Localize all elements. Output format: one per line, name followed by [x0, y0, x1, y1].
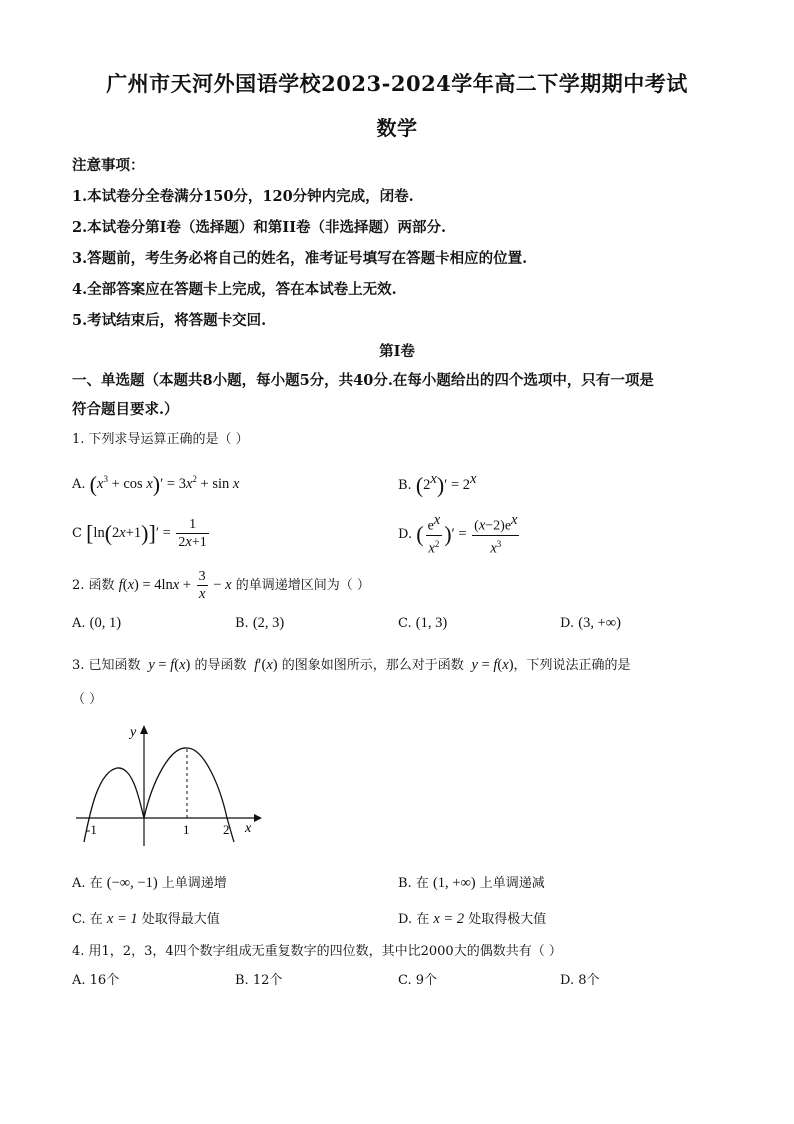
q3-option-b — [398, 872, 545, 895]
q1-option-d — [398, 512, 521, 557]
q3-d-pre: D. 在 — [398, 912, 430, 927]
q3-option-c — [72, 908, 220, 931]
part-line-1: 一、单选题（本题共8小题，每小题5分，共40分.在每小题给出的四个选项中，只有一项是 — [72, 372, 654, 389]
q2-number: 2. 函数 — [72, 577, 115, 593]
q4-option-b: B. 12个 — [235, 973, 283, 988]
q3-option-a — [72, 872, 227, 895]
q1-d-label: D. — [398, 526, 413, 542]
graph-x-label: x — [245, 821, 252, 836]
q3-d-eq: x = 2 — [433, 911, 465, 927]
section-label: 第I卷 — [379, 343, 415, 360]
q4-option-c: C. 9个 — [398, 973, 438, 988]
q2-b-value: (2, 3) — [252, 615, 285, 631]
q3-c-post: 处取得最大值 — [141, 912, 220, 927]
q1-b-label: B. — [398, 477, 412, 493]
part-line-2: 符合题目要求.） — [72, 401, 179, 418]
q2-c-label: C. — [398, 616, 412, 631]
notice-item-4: 4.全部答案应在答题卡上完成，答在本试卷上无效. — [72, 281, 397, 298]
q3-b-interval: (1, +∞) — [432, 875, 476, 891]
q4-option-d: D. 8个 — [560, 973, 600, 988]
exam-title: 广州市天河外国语学校2023-2024学年高二下学期期中考试 — [106, 71, 688, 96]
q2-option-d — [560, 612, 621, 635]
q3-d-post: 处取得极大值 — [468, 912, 547, 927]
graph-tick-neg1: -1 — [86, 822, 97, 837]
x-axis-arrow-icon — [254, 814, 262, 822]
part-instructions — [72, 366, 732, 424]
notice-item-5: 5.考试结束后，将答题卡交回. — [72, 312, 267, 329]
q3-derivative-graph — [72, 722, 262, 847]
q2-a-value: (0, 1) — [89, 615, 122, 631]
q1-b-formula: $(2^x)' = 2^x$ — [415, 471, 477, 498]
q3-part-3: 的图象如图所示，那么对于函数 — [281, 658, 464, 673]
q3-part-2: 的导函数 — [194, 658, 247, 673]
q4-option-a: A. 16个 — [72, 973, 120, 988]
q2-a-label: A. — [72, 616, 86, 631]
q3-func-f: y = f(x) — [148, 657, 191, 673]
q1-option-a — [72, 468, 239, 496]
q3-b-post: 上单调递减 — [479, 876, 545, 891]
q2-formula: f(x) = 4lnx + $\frac{3}{x}$ − x — [118, 569, 232, 602]
q2-b-label: B. — [235, 616, 249, 631]
q2-option-a — [72, 612, 121, 635]
notice-heading: 注意事项： — [72, 157, 145, 174]
notice-item-3: 3.答题前，考生务必将自己的姓名，准考证号填写在答题卡相应的位置. — [72, 250, 528, 267]
graph-tick-1: 1 — [183, 822, 190, 837]
q3-part-4: ，下列说法正确的是 — [513, 658, 631, 673]
q2-option-c — [398, 612, 447, 635]
q2-tail: 的单调递增区间为（ ） — [235, 577, 370, 593]
q2-c-value: (1, 3) — [415, 615, 448, 631]
q3-part-1: 3. 已知函数 — [72, 658, 141, 673]
q3-a-interval: (−∞, −1) — [106, 875, 158, 891]
q2-d-value: (3, +∞) — [578, 615, 621, 631]
graph-y-label: y — [130, 725, 137, 740]
q1-a-label: A. — [72, 476, 86, 492]
q3-b-pre: B. 在 — [398, 876, 429, 891]
q3-a-post: 上单调递增 — [161, 876, 227, 891]
q4-stem: 4. 用1，2，3，4四个数字组成无重复数字的四位数，其中比2000大的偶数共有（ ） — [72, 944, 562, 959]
q2-d-label: D. — [560, 616, 575, 631]
graph-tick-2: 2 — [223, 822, 230, 837]
q1-d-formula: ( $\frac{e^x}{x^2}$ )′ = $\frac{(x-2)e^x}{x^3}$ — [416, 512, 518, 557]
exam-subject: 数学 — [376, 116, 418, 140]
q2-stem — [72, 568, 370, 603]
notice-block — [72, 150, 732, 336]
q1-a-formula: $(x^3 + \cos x)' = 3x^2 + \sin x$ — [89, 471, 240, 497]
q1-stem: 1. 下列求导运算正确的是（ ） — [72, 432, 249, 447]
q2-option-b — [235, 612, 284, 635]
q3-paren: （ ） — [72, 692, 103, 707]
q1-c-formula: [ln(2x+1)]′ = $\frac{1}{2x+1}$ — [86, 517, 207, 550]
q3-func-fprime: f′(x) — [254, 657, 278, 673]
q3-func-f2: y = f(x) — [471, 657, 514, 673]
notice-item-1: 1.本试卷分全卷满分150分，120分钟内完成，闭卷. — [72, 188, 414, 205]
notice-item-2: 2.本试卷分第I卷（选择题）和第II卷（非选择题）两部分. — [72, 219, 447, 236]
q3-a-pre: A. 在 — [72, 876, 103, 891]
derivative-curve — [84, 748, 234, 842]
q3-c-pre: C. 在 — [72, 912, 103, 927]
q3-option-d — [398, 908, 546, 931]
q1-option-b — [398, 468, 476, 497]
q3-stem — [72, 655, 631, 676]
q1-option-c — [72, 516, 211, 551]
q1-c-label: C — [72, 525, 82, 541]
q3-c-eq: x = 1 — [106, 911, 138, 927]
y-axis-arrow-icon — [140, 725, 148, 734]
